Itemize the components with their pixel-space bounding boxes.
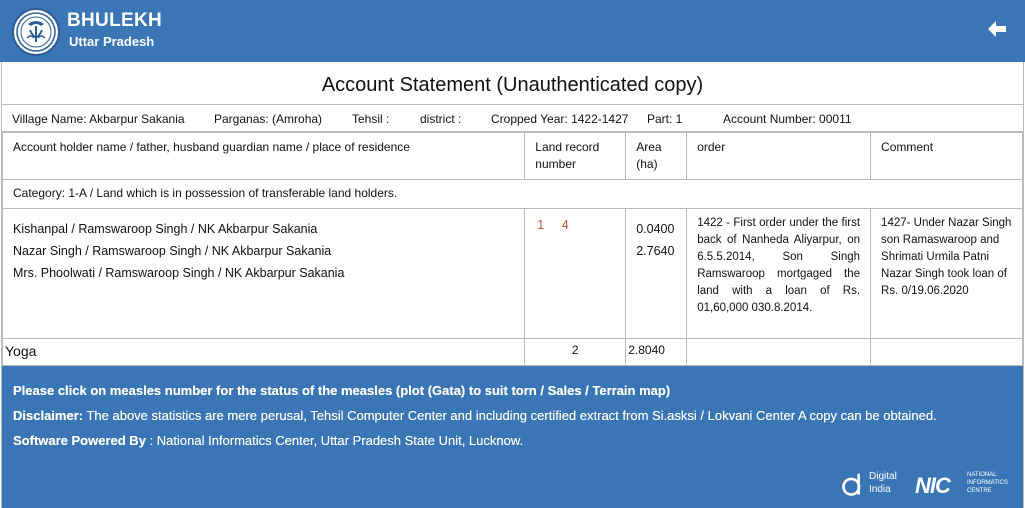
total-area: 2.8040: [626, 339, 687, 366]
land-record-link[interactable]: 1: [537, 218, 545, 232]
footer-note: Please click on measles number for the status of the measles (plot (Gata) to suit torn / Sales / Terrain map): [13, 383, 671, 398]
total-comment-empty: [871, 339, 1023, 366]
part-number: Part: 1: [647, 112, 683, 126]
footer: [2, 366, 1023, 508]
land-record-cell: [525, 209, 626, 339]
account-info-row: [2, 104, 1023, 132]
header-area: Area (ha): [626, 133, 687, 180]
arrow-left-icon[interactable]: [985, 17, 1009, 41]
total-label: Yoga: [3, 339, 525, 366]
brand-subtitle: Uttar Pradesh: [69, 34, 155, 49]
land-record-link[interactable]: 4: [561, 218, 569, 232]
up-emblem-icon: [12, 8, 60, 56]
header-land-record: Land record number: [525, 133, 626, 180]
powered-label: Software Powered By: [13, 433, 146, 448]
cropped-year: Cropped Year: 1422-1427: [491, 112, 629, 126]
district: district :: [420, 112, 462, 126]
table-header-row: [3, 133, 1023, 180]
nic-line2: INFORMATICS: [967, 480, 1008, 486]
header-holder: Account holder name / father, husband guardian name / place of residence: [3, 133, 525, 180]
total-order-empty: [687, 339, 871, 366]
header-comment: Comment: [871, 133, 1023, 180]
area-value: 0.0400: [636, 222, 675, 236]
table-row: [3, 209, 1023, 339]
total-land-count: 2: [525, 339, 626, 366]
powered-text: : National Informatics Center, Uttar Pradesh State Unit, Lucknow.: [149, 433, 524, 448]
nic-mark: NIC: [915, 473, 950, 498]
village-name: Village Name: Akbarpur Sakania: [12, 112, 185, 126]
parganas: Parganas: (Amroha): [214, 112, 323, 126]
holder-name: Kishanpal / Ramswaroop Singh / NK Akbarpur Sakania: [13, 222, 318, 236]
category-label: Category:: [13, 186, 66, 200]
total-row: [3, 339, 1023, 366]
digital-india-logo[interactable]: [840, 469, 904, 499]
nic-logo[interactable]: [915, 472, 1019, 498]
tehsil: Tehsil :: [352, 112, 390, 126]
nic-line3: CENTRE: [967, 488, 992, 494]
disclaimer-label: Disclaimer:: [13, 408, 84, 423]
digital-india-line1: Digital: [869, 471, 897, 482]
holder-name: Nazar Singh / Ramswaroop Singh / NK Akbarpur Sakania: [13, 244, 332, 258]
account-table: [2, 132, 1023, 366]
holder-cell: [3, 209, 525, 339]
area-value: 2.7640: [636, 244, 675, 258]
comment-cell: 1427- Under Nazar Singh son Ramaswaroop and Shrimati Urmila Patni Nazar Singh took loan of Rs. 0/19.06.2020: [871, 209, 1023, 339]
page-title: Account Statement (Unauthenticated copy): [321, 74, 704, 96]
account-number: Account Number: 00011: [723, 112, 852, 126]
category-row: [3, 180, 1023, 209]
nic-line1: NATIONAL: [967, 472, 997, 478]
area-cell: [626, 209, 687, 339]
header-order: order: [687, 133, 871, 180]
holder-name: Mrs. Phoolwati / Ramswaroop Singh / NK Akbarpur Sakania: [13, 266, 345, 280]
category-text: 1-A / Land which is in possession of transferable land holders.: [68, 186, 398, 200]
digital-india-icon: [840, 472, 866, 498]
app-header: [0, 0, 1025, 62]
disclaimer-text: The above statistics are mere perusal, Tehsil Computer Center and including certified extract from Si.asksi / Lokvani Center A copy can be obtained.: [86, 408, 937, 423]
digital-india-line2: India: [869, 484, 891, 495]
order-cell: 1422 - First order under the first back of Nanheda Aliyarpur, on 6.5.5.2014, Son Singh Ramswaroop mortgaged the land with a loan of Rs. 01,60,000 030.8.2014.: [687, 209, 871, 339]
brand-title: BHULEKH: [67, 10, 162, 31]
